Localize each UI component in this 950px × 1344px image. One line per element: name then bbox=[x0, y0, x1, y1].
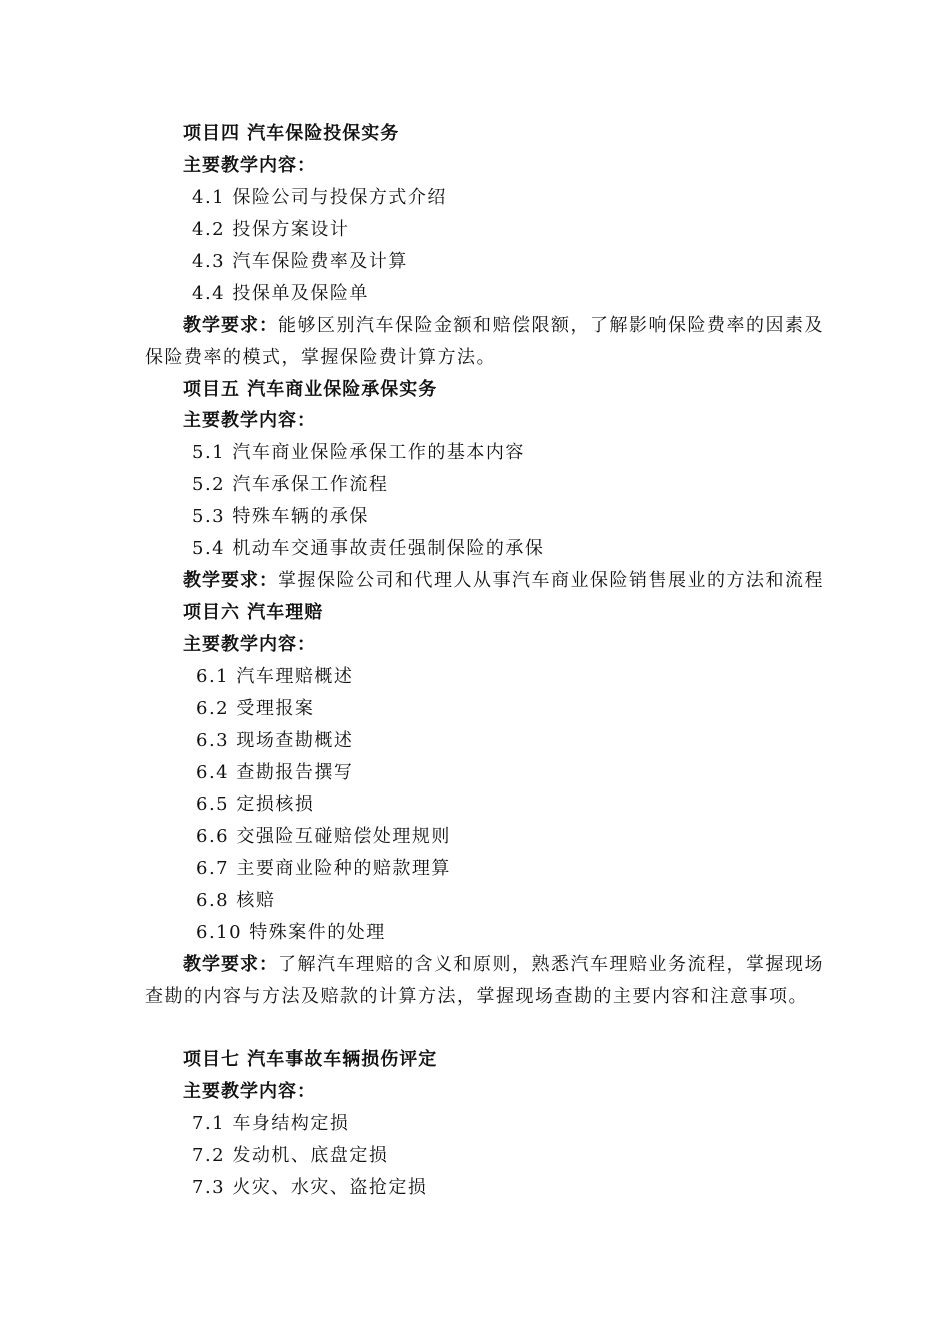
project-4-title: 项目四 汽车保险投保实务 bbox=[183, 123, 400, 144]
requirement-label: 教学要求： bbox=[183, 954, 278, 975]
requirement-text: 了解汽车理赔的含义和原则，熟悉汽车理赔业务流程，掌握现场 bbox=[278, 954, 824, 975]
project-4-requirement-cont: 保险费率的模式，掌握保险费计算方法。 bbox=[145, 347, 496, 368]
project-6-content-label: 主要教学内容： bbox=[183, 634, 316, 655]
project-6-title: 项目六 汽车理赔 bbox=[183, 602, 324, 623]
project-6-item: 6.2 受理报案 bbox=[196, 698, 315, 719]
project-7-title: 项目七 汽车事故车辆损伤评定 bbox=[183, 1049, 438, 1070]
project-5-title: 项目五 汽车商业保险承保实务 bbox=[183, 379, 438, 400]
requirement-label: 教学要求： bbox=[183, 315, 278, 336]
project-5-item: 5.2 汽车承保工作流程 bbox=[192, 474, 389, 495]
project-6-requirement-cont: 查勘的内容与方法及赔款的计算方法，掌握现场查勘的主要内容和注意事项。 bbox=[145, 986, 808, 1007]
project-6-item: 6.8 核赔 bbox=[196, 890, 276, 911]
project-4-item: 4.4 投保单及保险单 bbox=[192, 283, 369, 304]
project-6-item: 6.5 定损核损 bbox=[196, 794, 315, 815]
project-5-item: 5.4 机动车交通事故责任强制保险的承保 bbox=[192, 538, 545, 559]
project-4-item: 4.3 汽车保险费率及计算 bbox=[192, 251, 408, 272]
requirement-text: 能够区别汽车保险金额和赔偿限额，了解影响保险费率的因素及 bbox=[278, 315, 824, 336]
project-6-item: 6.1 汽车理赔概述 bbox=[196, 666, 354, 687]
project-5-requirement bbox=[183, 570, 824, 592]
project-7-content-label: 主要教学内容： bbox=[183, 1081, 316, 1102]
project-7-item: 7.2 发动机、底盘定损 bbox=[192, 1145, 389, 1166]
project-4-item: 4.2 投保方案设计 bbox=[192, 219, 350, 240]
project-5-item: 5.3 特殊车辆的承保 bbox=[192, 506, 369, 527]
project-5-item: 5.1 汽车商业保险承保工作的基本内容 bbox=[192, 442, 525, 463]
project-6-item: 6.3 现场查勘概述 bbox=[196, 730, 354, 751]
requirement-label: 教学要求： bbox=[183, 570, 278, 591]
project-6-item: 6.4 查勘报告撰写 bbox=[196, 762, 354, 783]
project-4-content-label: 主要教学内容： bbox=[183, 155, 316, 176]
project-6-item: 6.10 特殊案件的处理 bbox=[196, 922, 386, 943]
project-7-item: 7.3 火灾、水灾、盗抢定损 bbox=[192, 1177, 428, 1198]
project-6-requirement bbox=[183, 954, 824, 976]
project-6-item: 6.6 交强险互碰赔偿处理规则 bbox=[196, 826, 451, 847]
project-7-item: 7.1 车身结构定损 bbox=[192, 1113, 350, 1134]
project-4-item: 4.1 保险公司与投保方式介绍 bbox=[192, 187, 447, 208]
project-4-requirement bbox=[183, 315, 824, 337]
project-6-item: 6.7 主要商业险种的赔款理算 bbox=[196, 858, 451, 879]
project-5-content-label: 主要教学内容： bbox=[183, 410, 316, 431]
requirement-text: 掌握保险公司和代理人从事汽车商业保险销售展业的方法和流程 bbox=[278, 570, 824, 591]
